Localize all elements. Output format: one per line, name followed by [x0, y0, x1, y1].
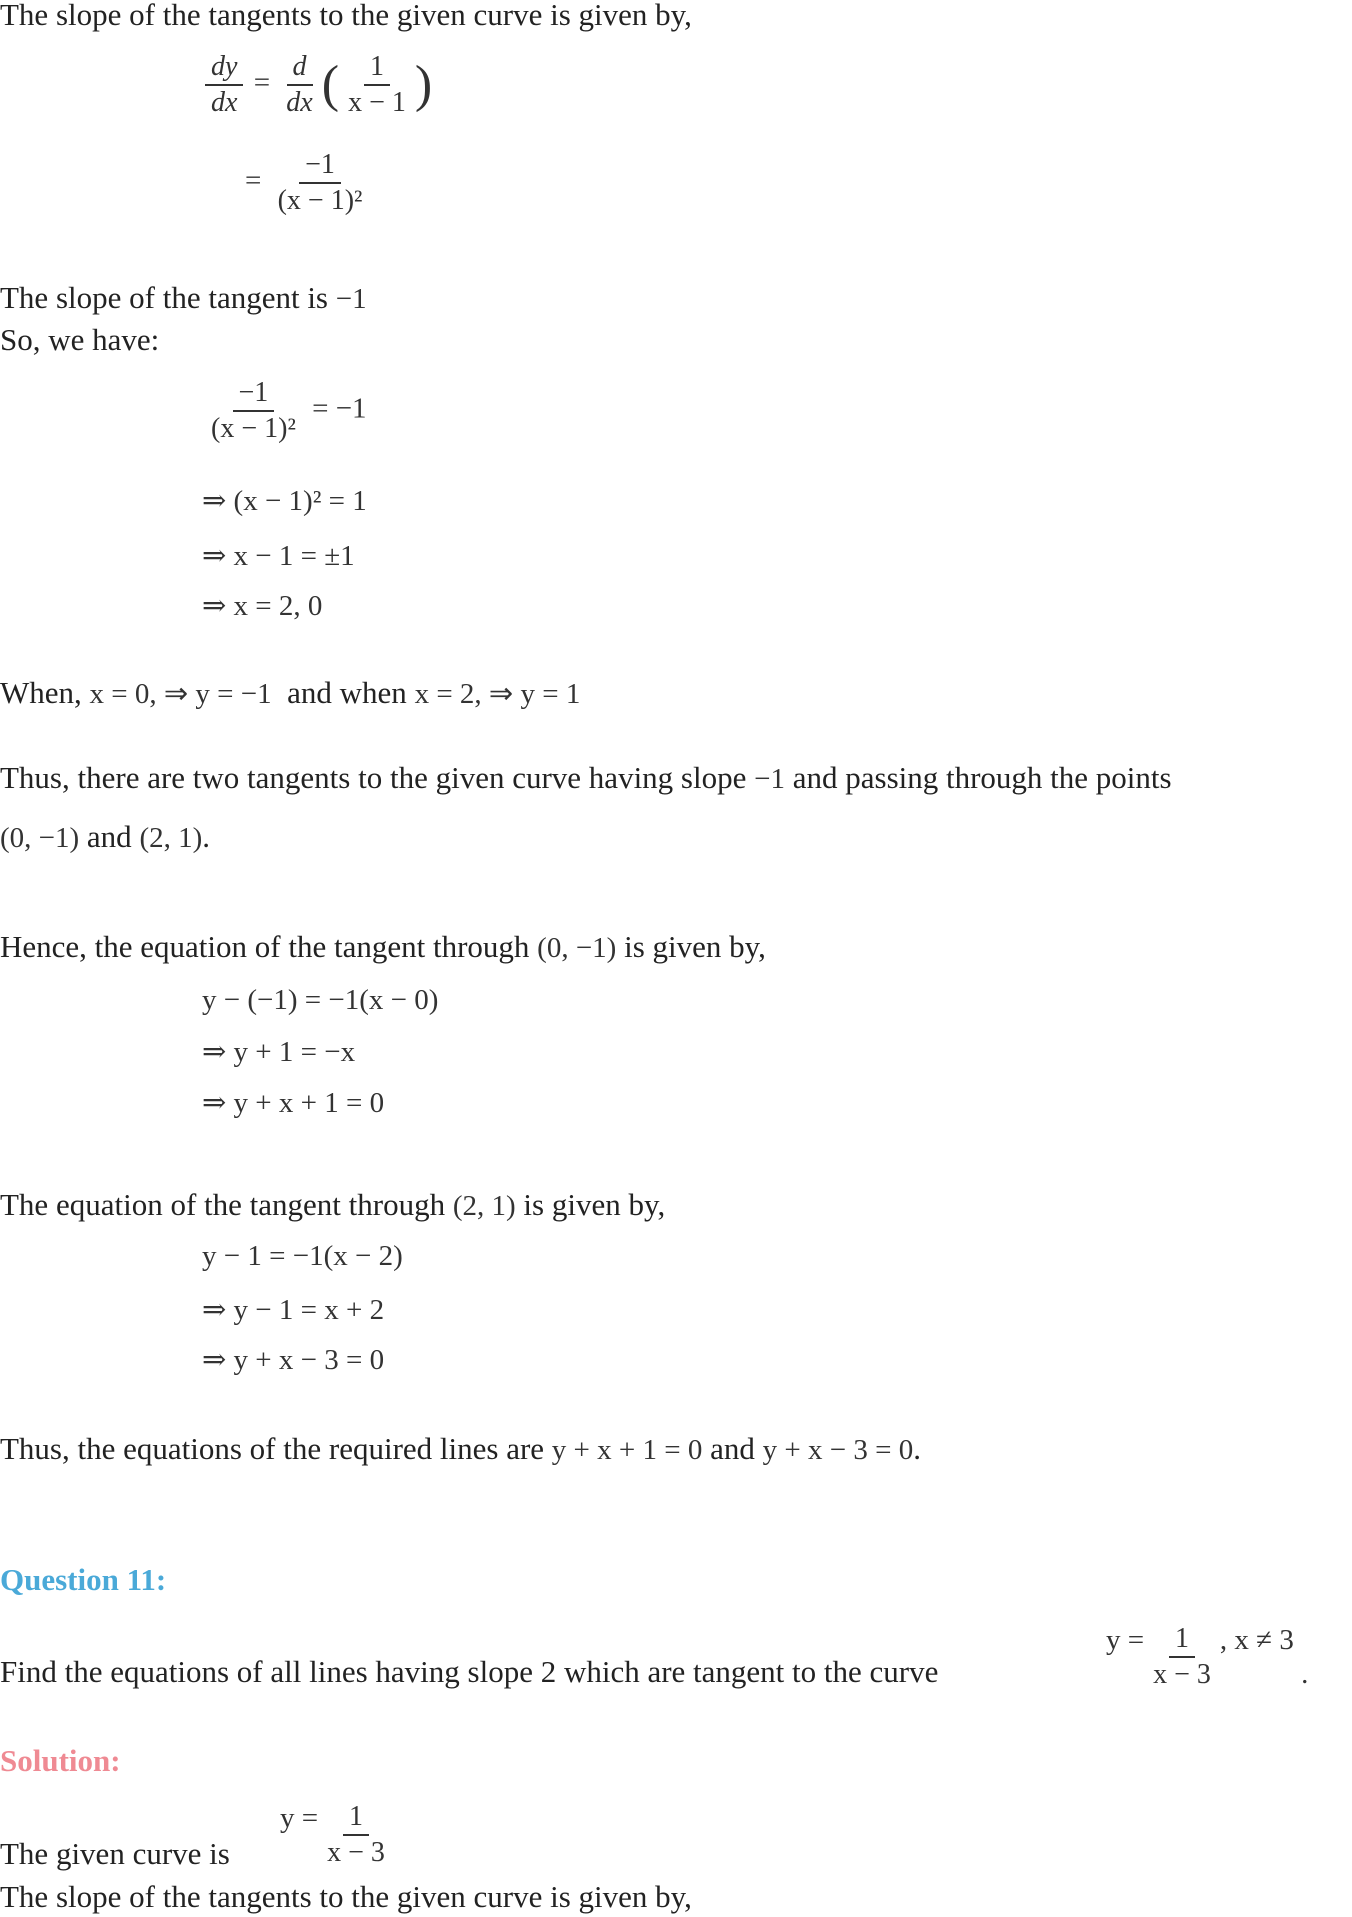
- step-4: ⇒ x = 2, 0: [202, 590, 323, 622]
- text: When,: [0, 675, 82, 710]
- numerator: 1: [364, 50, 390, 86]
- intro-text: The slope of the tangents to the given curve is given by,: [0, 0, 692, 32]
- given-fraction: [321, 1800, 391, 1870]
- question-curve: [1106, 1622, 1308, 1692]
- text: is given by,: [523, 1187, 666, 1222]
- text: The equation of the tangent through: [0, 1187, 446, 1222]
- math: x = 2, ⇒ y = 1: [414, 678, 581, 710]
- rhs: = −1: [312, 392, 367, 425]
- denominator: x − 3: [327, 1837, 385, 1868]
- text: and: [86, 819, 132, 854]
- question-heading: Question 11:: [0, 1562, 167, 1597]
- tangent1-step-3: ⇒ y + x + 1 = 0: [202, 1087, 385, 1119]
- dy-dx-fraction: [205, 50, 243, 120]
- equation2-line: [0, 1187, 665, 1224]
- derivative-result: [245, 148, 371, 218]
- step-2: ⇒ (x − 1)² = 1: [202, 485, 367, 517]
- step-1: [202, 376, 367, 446]
- tangent1-step-1: y − (−1) = −1(x − 0): [202, 984, 439, 1016]
- text: Thus, there are two tangents to the given curve having slope: [0, 760, 747, 795]
- slope-text: The slope of the tangents to the given curve is given by,: [0, 1879, 692, 1914]
- numerator: d: [287, 50, 313, 86]
- point: (2, 1): [139, 822, 203, 854]
- tangent2-step-3: ⇒ y + x − 3 = 0: [202, 1344, 385, 1376]
- point: (0, −1): [537, 932, 617, 964]
- lhs: y =: [280, 1802, 319, 1834]
- question-text: Find the equations of all lines having slope 2 which are tangent to the curve: [0, 1654, 939, 1689]
- inner-fraction: [342, 50, 412, 120]
- solution-heading: Solution:: [0, 1743, 121, 1778]
- math: y + x + 1 = 0: [551, 1434, 703, 1466]
- when-line: [0, 675, 580, 712]
- math: −1: [335, 283, 367, 315]
- slope-line: [0, 280, 367, 317]
- text: and when: [287, 675, 407, 710]
- text: Hence, the equation of the tangent through: [0, 929, 530, 964]
- numerator: −1: [233, 376, 275, 412]
- numerator: dy: [205, 50, 243, 86]
- thus-line: [0, 760, 1172, 797]
- step-3: ⇒ x − 1 = ±1: [202, 540, 355, 572]
- denominator: dx: [286, 87, 313, 118]
- tangent2-step-1: y − 1 = −1(x − 2): [202, 1240, 403, 1272]
- denominator: x − 3: [1153, 1659, 1211, 1690]
- point: (0, −1): [0, 822, 80, 854]
- text: is given by,: [624, 929, 766, 964]
- final-line: [0, 1431, 921, 1468]
- denominator: (x − 1)²: [277, 185, 363, 216]
- denominator: dx: [211, 87, 238, 118]
- hence-line: [0, 929, 766, 966]
- lhs: y =: [1106, 1624, 1145, 1656]
- condition: , x ≠ 3: [1219, 1624, 1294, 1656]
- d-dx-fraction: [280, 50, 318, 120]
- text: The slope of the tangent is: [0, 280, 328, 315]
- period: .: [202, 819, 211, 854]
- point: (2, 1): [452, 1190, 516, 1222]
- paren: (: [321, 56, 340, 113]
- period: .: [913, 1431, 921, 1466]
- paren: ): [414, 56, 433, 113]
- tangent2-step-2: ⇒ y − 1 = x + 2: [202, 1294, 385, 1326]
- math: x = 0, ⇒ y = −1: [89, 678, 272, 710]
- text: and passing through the points: [792, 760, 1172, 795]
- given-curve: [280, 1800, 394, 1870]
- denominator: x − 1: [348, 87, 406, 118]
- text: Thus, the equations of the required lines are: [0, 1431, 545, 1466]
- text: and: [710, 1431, 755, 1466]
- curve-fraction: [1147, 1622, 1217, 1692]
- so-line: So, we have:: [0, 322, 160, 357]
- numerator: −1: [299, 148, 341, 184]
- tangent1-step-2: ⇒ y + 1 = −x: [202, 1036, 356, 1068]
- derivative-equation: [202, 50, 432, 120]
- math: y + x − 3 = 0: [762, 1434, 914, 1466]
- step-fraction: [205, 376, 302, 446]
- given-curve-text: The given curve is: [0, 1836, 230, 1871]
- math: −1: [754, 763, 785, 795]
- period: .: [1301, 1658, 1309, 1690]
- equals: =: [253, 66, 271, 99]
- denominator: (x − 1)²: [211, 413, 296, 444]
- result-fraction: [272, 148, 369, 218]
- points-line: [0, 819, 210, 856]
- numerator: 1: [1169, 1622, 1195, 1658]
- equals: =: [245, 164, 262, 197]
- numerator: 1: [343, 1800, 369, 1836]
